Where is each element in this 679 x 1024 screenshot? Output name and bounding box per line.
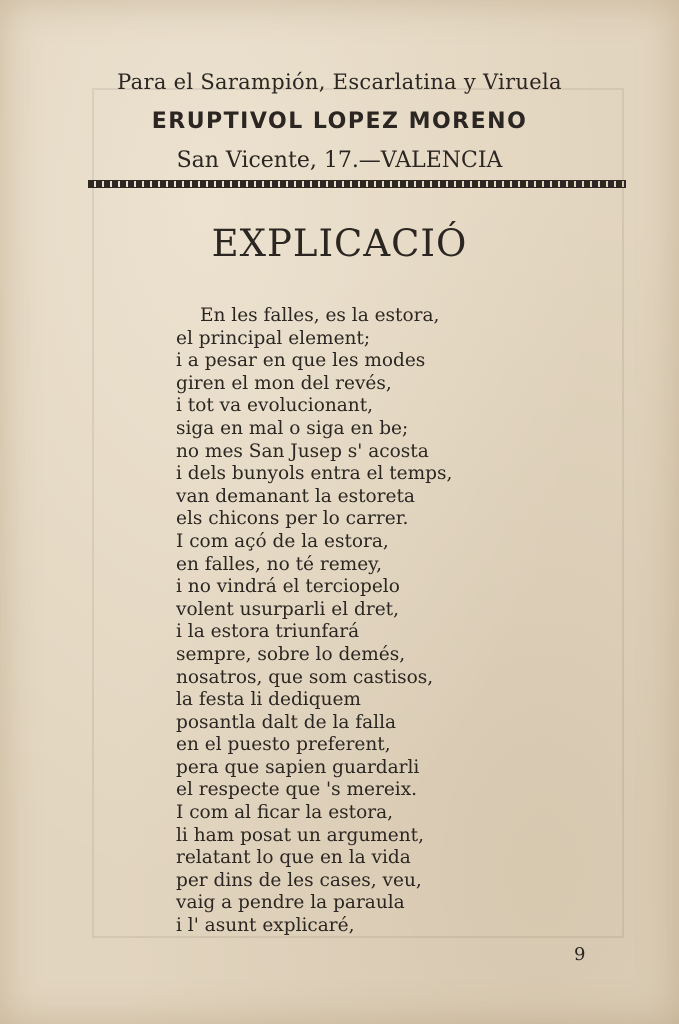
poem-line: la festa li dediquem bbox=[176, 689, 361, 711]
poem-line: i no vindrá el terciopelo bbox=[176, 576, 400, 598]
poem-line: pera que sapien guardarli bbox=[176, 756, 420, 778]
poem-line: li ham posat un argument, bbox=[176, 824, 424, 846]
poem-line: el principal element; bbox=[176, 327, 371, 349]
poem-line: relatant lo que en la vida bbox=[176, 847, 411, 869]
poem-line: vaig a pendre la paraula bbox=[176, 892, 405, 914]
poem-line: i tot va evolucionant, bbox=[176, 395, 374, 417]
page-number: 9 bbox=[574, 944, 586, 965]
poem-line: volent usurparli el dret, bbox=[176, 598, 399, 620]
poem-line: i la estora triunfará bbox=[176, 621, 360, 643]
advert-address: San Vicente, 17.—VALENCIA bbox=[176, 148, 503, 173]
ornamental-rule bbox=[88, 180, 626, 188]
poem-line: i a pesar en que les modes bbox=[176, 350, 426, 372]
poem-line: no mes San Jusep s' acosta bbox=[176, 440, 429, 462]
page-title: EXPLICACIÓ bbox=[211, 222, 468, 265]
poem-line: van demanant la estoreta bbox=[176, 485, 415, 507]
poem-line: el respecte que 's mereix. bbox=[176, 779, 418, 801]
poem-line: I com al ficar la estora, bbox=[176, 802, 393, 824]
poem-line: i l' asunt explicaré, bbox=[176, 915, 355, 937]
poem-line: posantla dalt de la falla bbox=[176, 711, 397, 733]
poem-line: siga en mal o siga en be; bbox=[176, 417, 409, 439]
poem-line: en falles, no té remey, bbox=[176, 553, 383, 575]
poem-line: En les falles, es la estora, bbox=[200, 305, 440, 326]
advert-line-1: Para el Sarampión, Escarlatina y Viruela bbox=[117, 70, 562, 94]
poem-line: en el puesto preferent, bbox=[176, 734, 391, 756]
poem-line: giren el mon del revés, bbox=[176, 372, 392, 394]
poem-text bbox=[176, 305, 506, 938]
poem-line: els chicons per lo carrer. bbox=[176, 508, 409, 530]
poem-line: sempre, sobre lo demés, bbox=[176, 643, 406, 665]
poem-line: per dins de les cases, veu, bbox=[176, 869, 422, 891]
poem-line: I com açó de la estora, bbox=[176, 530, 389, 552]
advert-product-name: ERUPTIVOL LOPEZ MORENO bbox=[151, 109, 528, 134]
poem-line: nosatros, que som castisos, bbox=[176, 666, 434, 688]
poem-line: i dels bunyols entra el temps, bbox=[176, 463, 453, 485]
